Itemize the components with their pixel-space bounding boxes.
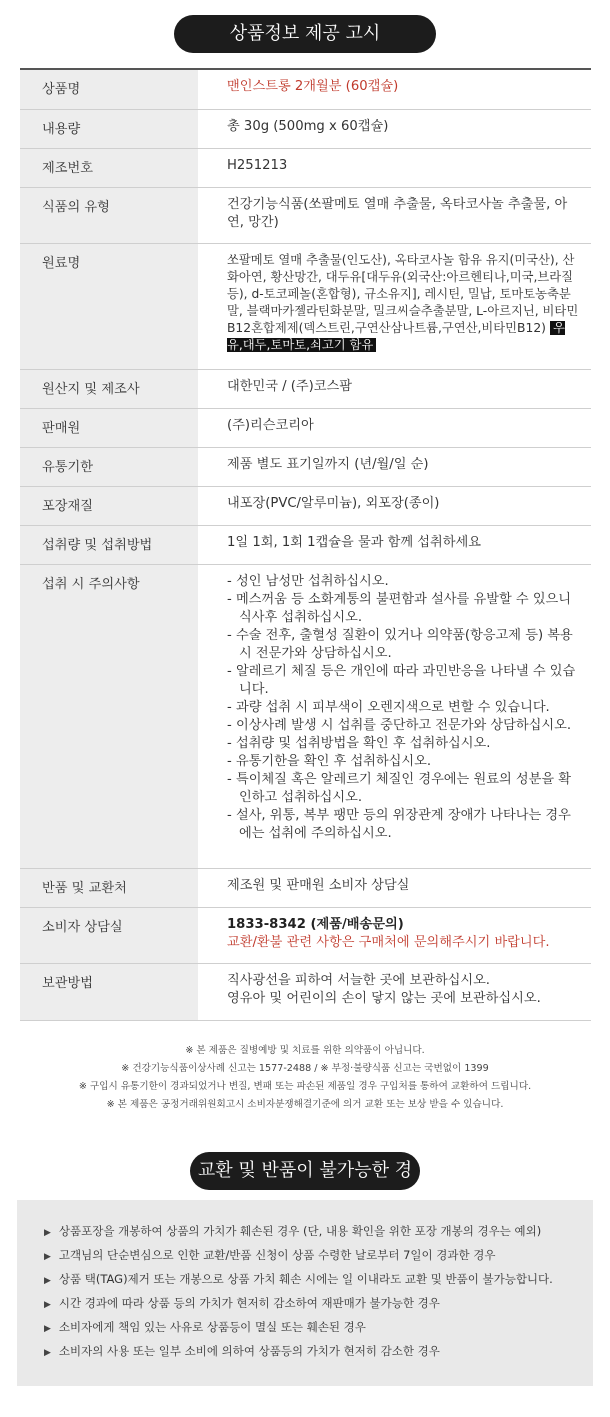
row-label: 유통기한: [20, 447, 198, 486]
row-label: 섭취량 및 섭취방법: [20, 525, 198, 564]
table-row: [20, 148, 591, 187]
packaging-value: 내포장(PVC/알루미늄), 외포장(종이): [227, 495, 440, 511]
food-type-value: 건강기능식품(쏘팔메토 열매 추출물, 옥타코사놀 추출물, 아연, 망간): [227, 196, 568, 230]
consumer-phone: 1833-8342 (제품/배송문의): [227, 916, 404, 932]
footnote: ※ 건강기능식품이상사례 신고는 1577-2488 / ※ 부정·불량식품 신고는 국번없이 1399: [121, 1063, 489, 1074]
section-title-product-info: 상품정보 제공 고시: [174, 15, 436, 53]
origin-value: 대한민국 / (주)코스팜: [227, 378, 353, 394]
table-row: [20, 447, 591, 486]
table-row: [20, 868, 591, 907]
table-row: [20, 243, 591, 369]
ingredients-text: 쏘팔메토 열매 추출물(인도산), 옥타코사놀 함유 유지(미국산), 산화아연, 황산망간, 대두유[대두유(외국산:아르헨티나,미국,브라질등), d-토코페놀(혼합형), 규소유지], 레시틴, 밀납, 토마토농축분말, 블랙마카젤라틴화분말, 밀크씨슬추출분말, L-아르지닌, 비타민B12혼합제제(덱스트린,구연산삼나트륨,구연산,비타민B12): [227, 252, 579, 335]
product-name-value: 맨인스트롱 2개월분 (60캡슐): [227, 79, 399, 94]
expiry-value: 제품 별도 표기일까지 (년/월/일 순): [227, 456, 429, 472]
row-label: 소비자 상담실: [20, 907, 198, 963]
row-label: 보관방법: [20, 963, 198, 1020]
row-label: 상품명: [20, 69, 198, 109]
table-row: [20, 109, 591, 148]
no-return-box: [17, 1200, 593, 1386]
list-item: ▶ 상품 택(TAG)제거 또는 개봉으로 상품 가치 훼손 시에는 일 이내라도 교환 및 반품이 불가능합니다.: [44, 1268, 593, 1292]
table-row: [20, 69, 591, 109]
seller-value: (주)리슨코리아: [227, 417, 314, 433]
storage-line: 영유아 및 어린이의 손이 닿지 않는 곳에 보관하십시오.: [227, 990, 541, 1006]
table-row: [20, 963, 591, 1020]
ingredients-value: [198, 243, 591, 369]
section-title-no-return: 교환 및 반품이 불가능한 경: [190, 1152, 420, 1190]
lot-number-value: H251213: [227, 157, 288, 173]
allergen-badge: 우유,대두,토마토,쇠고기 함유: [227, 320, 565, 352]
list-item: - 성인 남성만 섭취하십시오.: [227, 573, 389, 589]
list-item: ▶ 소비자의 사용 또는 일부 소비에 의하여 상품등의 가치가 현저히 감소한 경우: [44, 1340, 593, 1364]
storage-line: 직사광선을 피하여 서늘한 곳에 보관하십시오.: [227, 972, 491, 988]
table-row: [20, 525, 591, 564]
list-item: - 유통기한을 확인 후 섭취하십시오.: [227, 753, 432, 769]
list-item: - 메스꺼움 등 소화계통의 불편함과 설사를 유발할 수 있으니 식사후 섭취하십시오.: [227, 591, 572, 625]
row-label: 원료명: [20, 243, 198, 369]
consumer-notice: 교환/환불 관련 사항은 구매처에 문의해주시기 바랍니다.: [227, 934, 550, 950]
row-label: 반품 및 교환처: [20, 868, 198, 907]
capacity-value: 총 30g (500mg x 60캡슐): [227, 118, 389, 134]
list-item: ▶ 상품포장을 개봉하여 상품의 가치가 훼손된 경우 (단, 내용 확인을 위한 포장 개봉의 경우는 예외): [44, 1220, 593, 1244]
returns-value: 제조원 및 판매원 소비자 상담실: [227, 877, 410, 893]
table-row: [20, 187, 591, 243]
no-return-list: [17, 1200, 593, 1364]
row-label: 제조번호: [20, 148, 198, 187]
list-item: - 특이체질 혹은 알레르기 체질인 경우에는 원료의 성분을 확인하고 섭취하십시오.: [227, 771, 572, 805]
list-item: - 과량 섭취 시 피부색이 오렌지색으로 변할 수 있습니다.: [227, 699, 550, 715]
footnote: ※ 구입시 유통기한이 경과되었거나 변질, 변패 또는 파손된 제품일 경우 구입처를 통하여 교환하여 드립니다.: [78, 1081, 532, 1092]
consumer-center-value: [198, 907, 591, 963]
storage-value: [198, 963, 591, 1020]
row-label: 원산지 및 제조사: [20, 369, 198, 408]
row-label: 포장재질: [20, 486, 198, 525]
cautions-list: [227, 573, 579, 843]
list-item: - 알레르기 체질 등은 개인에 따라 과민반응을 나타낼 수 있습니다.: [227, 663, 576, 697]
row-label: 식품의 유형: [20, 187, 198, 243]
list-item: - 이상사례 발생 시 섭취를 중단하고 전문가와 상담하십시오.: [227, 717, 572, 733]
dosage-value: 1일 1회, 1회 1캡슐을 물과 함께 섭취하세요: [227, 534, 481, 550]
list-item: - 섭취량 및 섭취방법을 확인 후 섭취하십시오.: [227, 735, 491, 751]
table-row: [20, 564, 591, 868]
list-item: - 설사, 위통, 복부 팽만 등의 위장관계 장애가 나타나는 경우에는 섭취에 주의하십시오.: [227, 807, 571, 841]
footnote: ※ 본 제품은 질병예방 및 치료를 위한 의약품이 아닙니다.: [185, 1045, 425, 1056]
list-item: - 수술 전후, 출혈성 질환이 있거나 의약품(항응고제 등) 복용시 전문가와 상담하십시오.: [227, 627, 573, 661]
row-label: 섭취 시 주의사항: [20, 564, 198, 868]
product-info-table: [20, 68, 591, 1021]
table-row: [20, 907, 591, 963]
list-item: ▶ 소비자에게 책임 있는 사유로 상품등이 멸실 또는 훼손된 경우: [44, 1316, 593, 1340]
row-label: 판매원: [20, 408, 198, 447]
table-row: [20, 408, 591, 447]
cautions-value: [198, 564, 591, 868]
table-row: [20, 486, 591, 525]
list-item: ▶ 고객님의 단순변심으로 인한 교환/반품 신청이 상품 수령한 날로부터 7일이 경과한 경우: [44, 1244, 593, 1268]
footnote: ※ 본 제품은 공정거래위원회고시 소비자분쟁해결기준에 의거 교환 또는 보상 받을 수 있습니다.: [106, 1099, 504, 1110]
table-row: [20, 369, 591, 408]
list-item: ▶ 시간 경과에 따라 상품 등의 가치가 현저히 감소하여 재판매가 불가능한 경우: [44, 1292, 593, 1316]
footnotes: [0, 1042, 610, 1114]
row-label: 내용량: [20, 109, 198, 148]
